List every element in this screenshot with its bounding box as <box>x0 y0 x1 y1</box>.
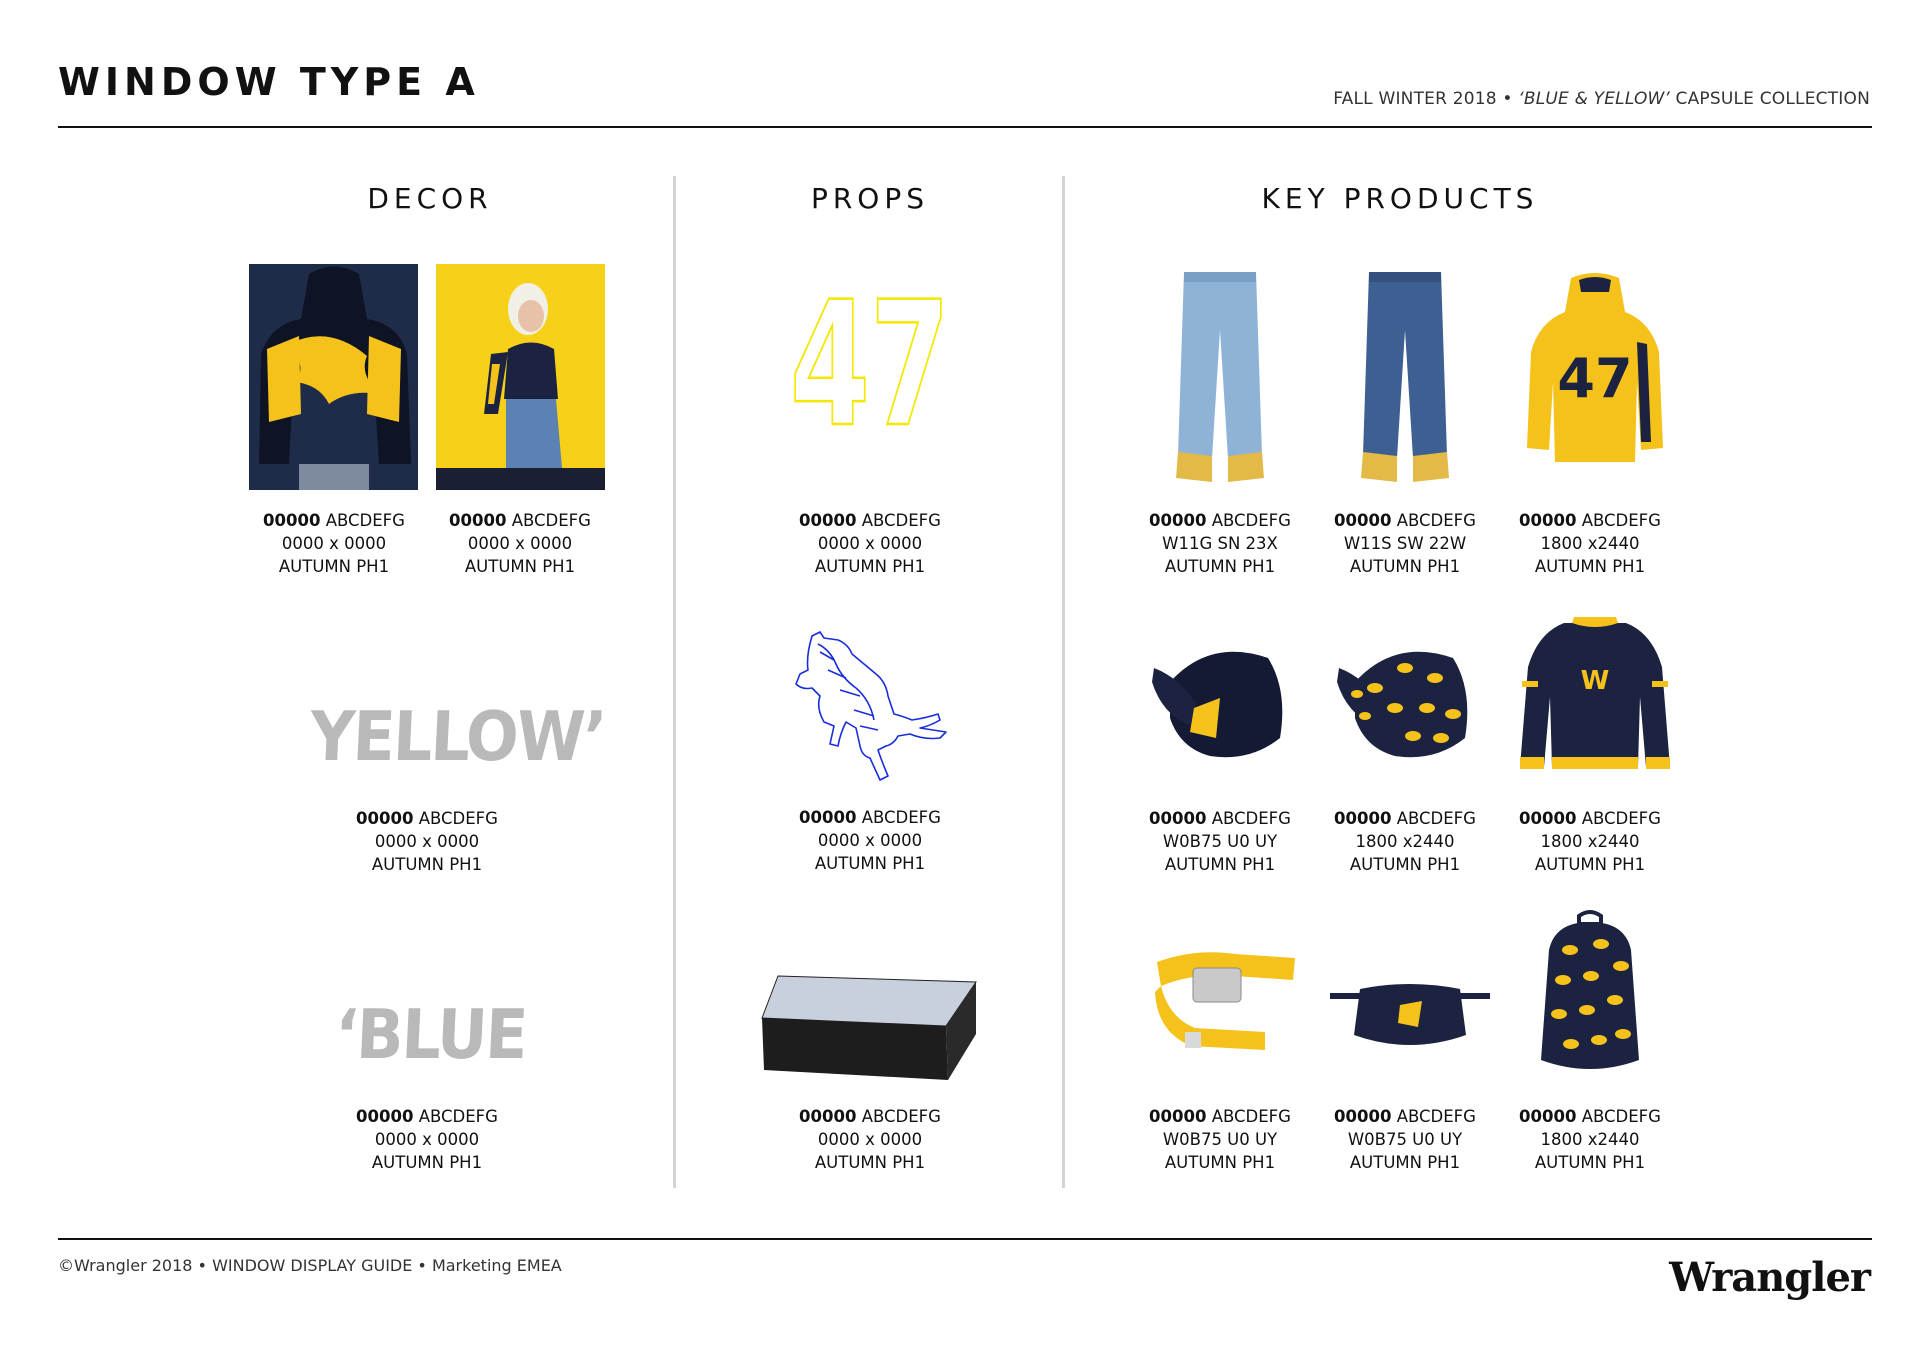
item-code: 00000 <box>356 1107 414 1126</box>
decor-photo-model-yellow <box>436 264 605 490</box>
horse-line-icon <box>790 630 950 785</box>
subtitle-collection: CAPSULE COLLECTION <box>1669 89 1870 109</box>
item-size: W0B75 U0 UY <box>1162 1130 1278 1149</box>
product-dark-jeans <box>1355 270 1455 485</box>
item-code: 00000 <box>263 511 321 530</box>
item-size: W11G SN 23X <box>1162 534 1278 553</box>
item-code: 00000 <box>799 808 857 827</box>
item-code: 00000 <box>1149 809 1207 828</box>
item-size: 0000 x 0000 <box>817 831 923 850</box>
item-season: AUTUMN PH1 <box>1164 855 1276 874</box>
item-size: 1800 x2440 <box>1540 1130 1640 1149</box>
item-name: ABCDEFG <box>1211 511 1291 530</box>
props-caption-3 <box>780 1105 960 1174</box>
item-size: 0000 x 0000 <box>467 534 573 553</box>
item-season: AUTUMN PH1 <box>1349 557 1461 576</box>
item-size: 0000 x 0000 <box>817 534 923 553</box>
product-caption-9 <box>1500 1105 1680 1174</box>
item-code: 00000 <box>1334 809 1392 828</box>
prop-plinth <box>758 976 978 1081</box>
item-name: ABCDEFG <box>418 1107 498 1126</box>
plinth-box-icon <box>758 976 978 1081</box>
hoodie-icon <box>1525 272 1665 472</box>
item-size: 1800 x2440 <box>1540 534 1640 553</box>
print-cap-icon <box>1335 638 1475 768</box>
item-code: 00000 <box>1334 1107 1392 1126</box>
product-bum-bag <box>1330 975 1490 1055</box>
item-code: 00000 <box>799 511 857 530</box>
header-rule <box>58 126 1872 128</box>
decor-word-yellow <box>308 696 607 778</box>
item-code: 00000 <box>1519 1107 1577 1126</box>
backpack-icon <box>1535 910 1645 1075</box>
key-products-heading: KEY PRODUCTS <box>1261 182 1539 215</box>
product-caption-5 <box>1315 807 1495 876</box>
decor-heading: DECOR <box>367 182 493 215</box>
footer-rule <box>58 1238 1872 1240</box>
product-caption-6 <box>1500 807 1680 876</box>
item-name: ABCDEFG <box>511 511 591 530</box>
item-code: 00000 <box>356 809 414 828</box>
subtitle-season: FALL WINTER 2018 • <box>1333 89 1519 109</box>
item-name: ABCDEFG <box>1581 511 1661 530</box>
item-name: ABCDEFG <box>1396 511 1476 530</box>
decor-photo-jacket-back <box>249 264 418 490</box>
item-code: 00000 <box>799 1107 857 1126</box>
model-photo-icon <box>436 264 605 490</box>
item-name: ABCDEFG <box>1211 1107 1291 1126</box>
item-season: AUTUMN PH1 <box>1534 1153 1646 1172</box>
item-season: AUTUMN PH1 <box>814 854 926 873</box>
varsity-jacket-icon <box>1520 617 1670 782</box>
item-size: W0B75 U0 UY <box>1162 832 1278 851</box>
svg-text:47: 47 <box>1557 347 1633 410</box>
item-code: 00000 <box>1519 511 1577 530</box>
item-season: AUTUMN PH1 <box>1534 557 1646 576</box>
item-size: W0B75 U0 UY <box>1347 1130 1463 1149</box>
light-jeans-icon <box>1170 270 1270 485</box>
item-size: W11S SW 22W <box>1343 534 1467 553</box>
product-varsity-jacket <box>1520 617 1670 782</box>
item-name: ABCDEFG <box>1581 809 1661 828</box>
item-size: 0000 x 0000 <box>281 534 387 553</box>
blue-vinyl-lettering: ‘BLUE <box>332 994 528 1075</box>
item-season: AUTUMN PH1 <box>1349 855 1461 874</box>
decor-caption-4 <box>337 1105 517 1174</box>
product-caption-7 <box>1130 1105 1310 1174</box>
item-season: AUTUMN PH1 <box>1164 557 1276 576</box>
item-size: 1800 x2440 <box>1355 832 1455 851</box>
item-code: 00000 <box>449 511 507 530</box>
item-code: 00000 <box>1519 809 1577 828</box>
item-season: AUTUMN PH1 <box>371 1153 483 1172</box>
props-caption-1 <box>780 509 960 578</box>
item-name: ABCDEFG <box>1211 809 1291 828</box>
item-season: AUTUMN PH1 <box>464 557 576 576</box>
product-caption-4 <box>1130 807 1310 876</box>
yellow-vinyl-lettering: YELLOW’ <box>308 696 607 777</box>
item-size: 0000 x 0000 <box>374 832 480 851</box>
item-name: ABCDEFG <box>861 511 941 530</box>
decor-caption-2 <box>430 509 610 578</box>
footer-credit: ©Wrangler 2018 • WINDOW DISPLAY GUIDE • Marketing EMEA <box>58 1256 562 1275</box>
collection-subtitle <box>1333 89 1870 109</box>
outline-number-icon <box>785 264 955 465</box>
product-caption-1 <box>1130 509 1310 578</box>
item-season: AUTUMN PH1 <box>814 1153 926 1172</box>
item-name: ABCDEFG <box>1396 809 1476 828</box>
item-season: AUTUMN PH1 <box>278 557 390 576</box>
props-heading: PROPS <box>810 182 930 215</box>
product-navy-cap <box>1150 638 1290 768</box>
jacket-back-photo-icon <box>249 264 418 490</box>
product-caption-2 <box>1315 509 1495 578</box>
props-caption-2 <box>780 806 960 875</box>
item-name: ABCDEFG <box>325 511 405 530</box>
item-name: ABCDEFG <box>861 1107 941 1126</box>
item-name: ABCDEFG <box>418 809 498 828</box>
item-season: AUTUMN PH1 <box>1534 855 1646 874</box>
item-size: 0000 x 0000 <box>817 1130 923 1149</box>
product-light-jeans <box>1170 270 1270 485</box>
cap-icon <box>1150 638 1290 768</box>
prop-outline-47 <box>785 264 955 465</box>
decor-caption-1 <box>244 509 424 578</box>
belt-icon <box>1155 948 1295 1058</box>
product-print-backpack <box>1535 910 1645 1075</box>
product-yellow-hoodie <box>1525 272 1665 472</box>
bum-bag-icon <box>1330 975 1490 1055</box>
product-caption-8 <box>1315 1105 1495 1174</box>
svg-text:W: W <box>1580 666 1610 696</box>
item-code: 00000 <box>1149 511 1207 530</box>
product-print-cap <box>1335 638 1475 768</box>
prop-horse-drawing <box>790 630 950 785</box>
item-name: ABCDEFG <box>861 808 941 827</box>
column-divider <box>1062 176 1065 1188</box>
item-code: 00000 <box>1334 511 1392 530</box>
item-name: ABCDEFG <box>1396 1107 1476 1126</box>
wrangler-logo: Wrangler <box>1669 1254 1870 1301</box>
decor-caption-3 <box>337 807 517 876</box>
item-season: AUTUMN PH1 <box>814 557 926 576</box>
item-season: AUTUMN PH1 <box>1349 1153 1461 1172</box>
item-name: ABCDEFG <box>1581 1107 1661 1126</box>
product-caption-3 <box>1500 509 1680 578</box>
subtitle-capsule-name: ‘BLUE & YELLOW’ <box>1518 89 1670 109</box>
dark-jeans-icon <box>1355 270 1455 485</box>
product-yellow-belt <box>1155 948 1295 1058</box>
item-code: 00000 <box>1149 1107 1207 1126</box>
decor-word-blue <box>320 994 540 1076</box>
item-size: 1800 x2440 <box>1540 832 1640 851</box>
item-season: AUTUMN PH1 <box>1164 1153 1276 1172</box>
item-season: AUTUMN PH1 <box>371 855 483 874</box>
item-size: 0000 x 0000 <box>374 1130 480 1149</box>
svg-text:47: 47 <box>790 264 950 465</box>
column-divider <box>673 176 676 1188</box>
page-title: WINDOW TYPE A <box>58 60 480 104</box>
